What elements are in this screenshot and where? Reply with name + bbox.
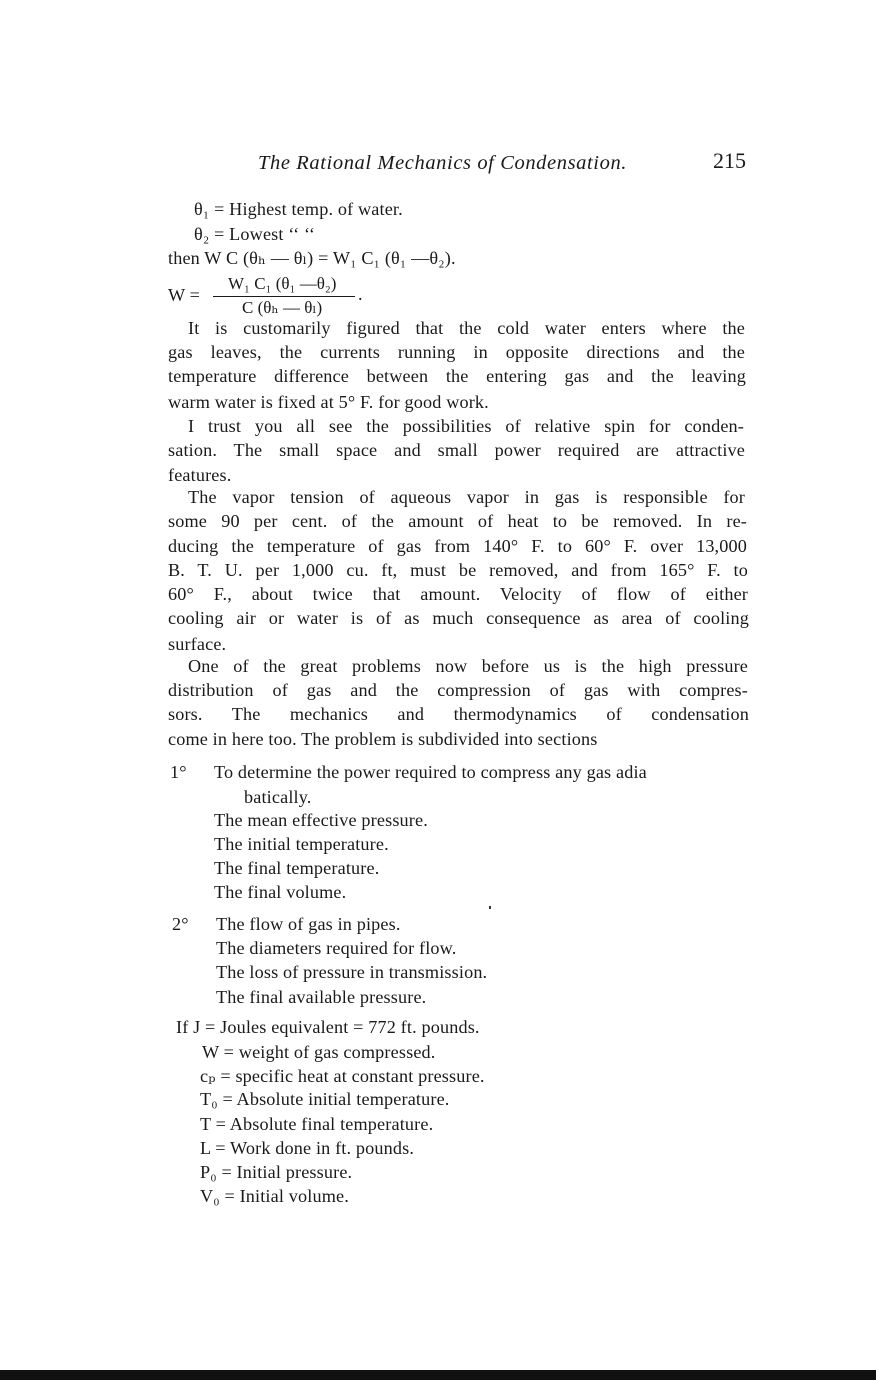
p1-line-3: temperature difference between the entering gas and the leaving (168, 366, 746, 386)
p2-line-2: sation. The small space and small power required are attractive (168, 440, 745, 460)
p1-line-2: gas leaves, the currents running in opposite directions and the (168, 342, 745, 362)
print-speck (489, 906, 491, 909)
definition-t: T = Absolute final temperature. (200, 1114, 434, 1134)
p4-line-4: come in here too. The problem is subdivided into sections (168, 729, 598, 749)
theta1-definition: θ₁ = Highest temp. of water. (194, 199, 403, 219)
section-1-line-1: To determine the power required to compress any gas adia (214, 762, 647, 782)
definition-v0: V₀ = Initial volume. (200, 1186, 349, 1206)
w-numerator: W₁ C₁ (θ₁ —θ₂) (228, 274, 337, 293)
p4-line-2: distribution of gas and the compression of gas with compres- (168, 680, 748, 700)
section-1-line-3: The mean effective pressure. (214, 810, 428, 830)
p3-line-2: some 90 per cent. of the amount of heat to be removed. In re- (168, 511, 747, 531)
section-2-line-1: The flow of gas in pipes. (216, 914, 401, 934)
p2-line-3: features. (168, 465, 232, 485)
section-1-line-6: The final volume. (214, 882, 347, 902)
running-header-title: The Rational Mechanics of Condensation. (258, 152, 628, 174)
section-1-number: 1° (170, 762, 187, 782)
section-2-line-3: The loss of pressure in transmission. (216, 962, 488, 982)
section-2-line-2: The diameters required for flow. (216, 938, 457, 958)
w-denominator: C (θₕ — θₗ) (242, 298, 323, 317)
w-lhs: W = (168, 285, 201, 305)
p4-line-1: One of the great problems now before us is the high pressure (188, 656, 748, 676)
p4-line-3: sors. The mechanics and thermodynamics of condensation (168, 704, 749, 724)
p2-line-1: I trust you all see the possibilities of relative spin for conden- (188, 416, 744, 436)
p3-line-4: B. T. U. per 1,000 cu. ft, must be removed, and from 165° F. to (168, 560, 748, 580)
theta2-definition: θ₂ = Lowest ‘‘ ‘‘ (194, 224, 316, 244)
p3-line-3: ducing the temperature of gas from 140° F. to 60° F. over 13,000 (168, 536, 747, 556)
definition-t0: T₀ = Absolute initial temperature. (200, 1089, 450, 1109)
scan-edge-bar (0, 1370, 876, 1380)
definition-j: If J = Joules equivalent = 772 ft. pounds. (176, 1017, 480, 1037)
definition-cp: cₚ = specific heat at constant pressure. (200, 1066, 485, 1086)
p3-line-5: 60° F., about twice that amount. Velocity of flow of either (168, 584, 748, 604)
section-1-line-4: The initial temperature. (214, 834, 389, 854)
p3-line-6: cooling air or water is of as much consequence as area of cooling (168, 608, 749, 628)
w-end-dot: . (358, 284, 363, 304)
section-2-line-4: The final available pressure. (216, 987, 427, 1007)
section-1-line-5: The final temperature. (214, 858, 380, 878)
p3-line-1: The vapor tension of aqueous vapor in gas is responsible for (188, 487, 745, 507)
p1-line-4: warm water is fixed at 5° F. for good work. (168, 392, 489, 412)
p1-line-1: It is customarily figured that the cold water enters where the (188, 318, 745, 338)
fraction-bar (213, 296, 355, 297)
page-number: 215 (713, 148, 746, 173)
heat-balance-equation: then W C (θₕ — θₗ) = W₁ C₁ (θ₁ —θ₂). (168, 248, 456, 268)
definition-p0: P₀ = Initial pressure. (200, 1162, 353, 1182)
definition-l: L = Work done in ft. pounds. (200, 1138, 415, 1158)
definition-w: W = weight of gas compressed. (202, 1042, 436, 1062)
section-2-number: 2° (172, 914, 189, 934)
section-1-line-2: batically. (244, 787, 312, 807)
p3-line-7: surface. (168, 634, 227, 654)
